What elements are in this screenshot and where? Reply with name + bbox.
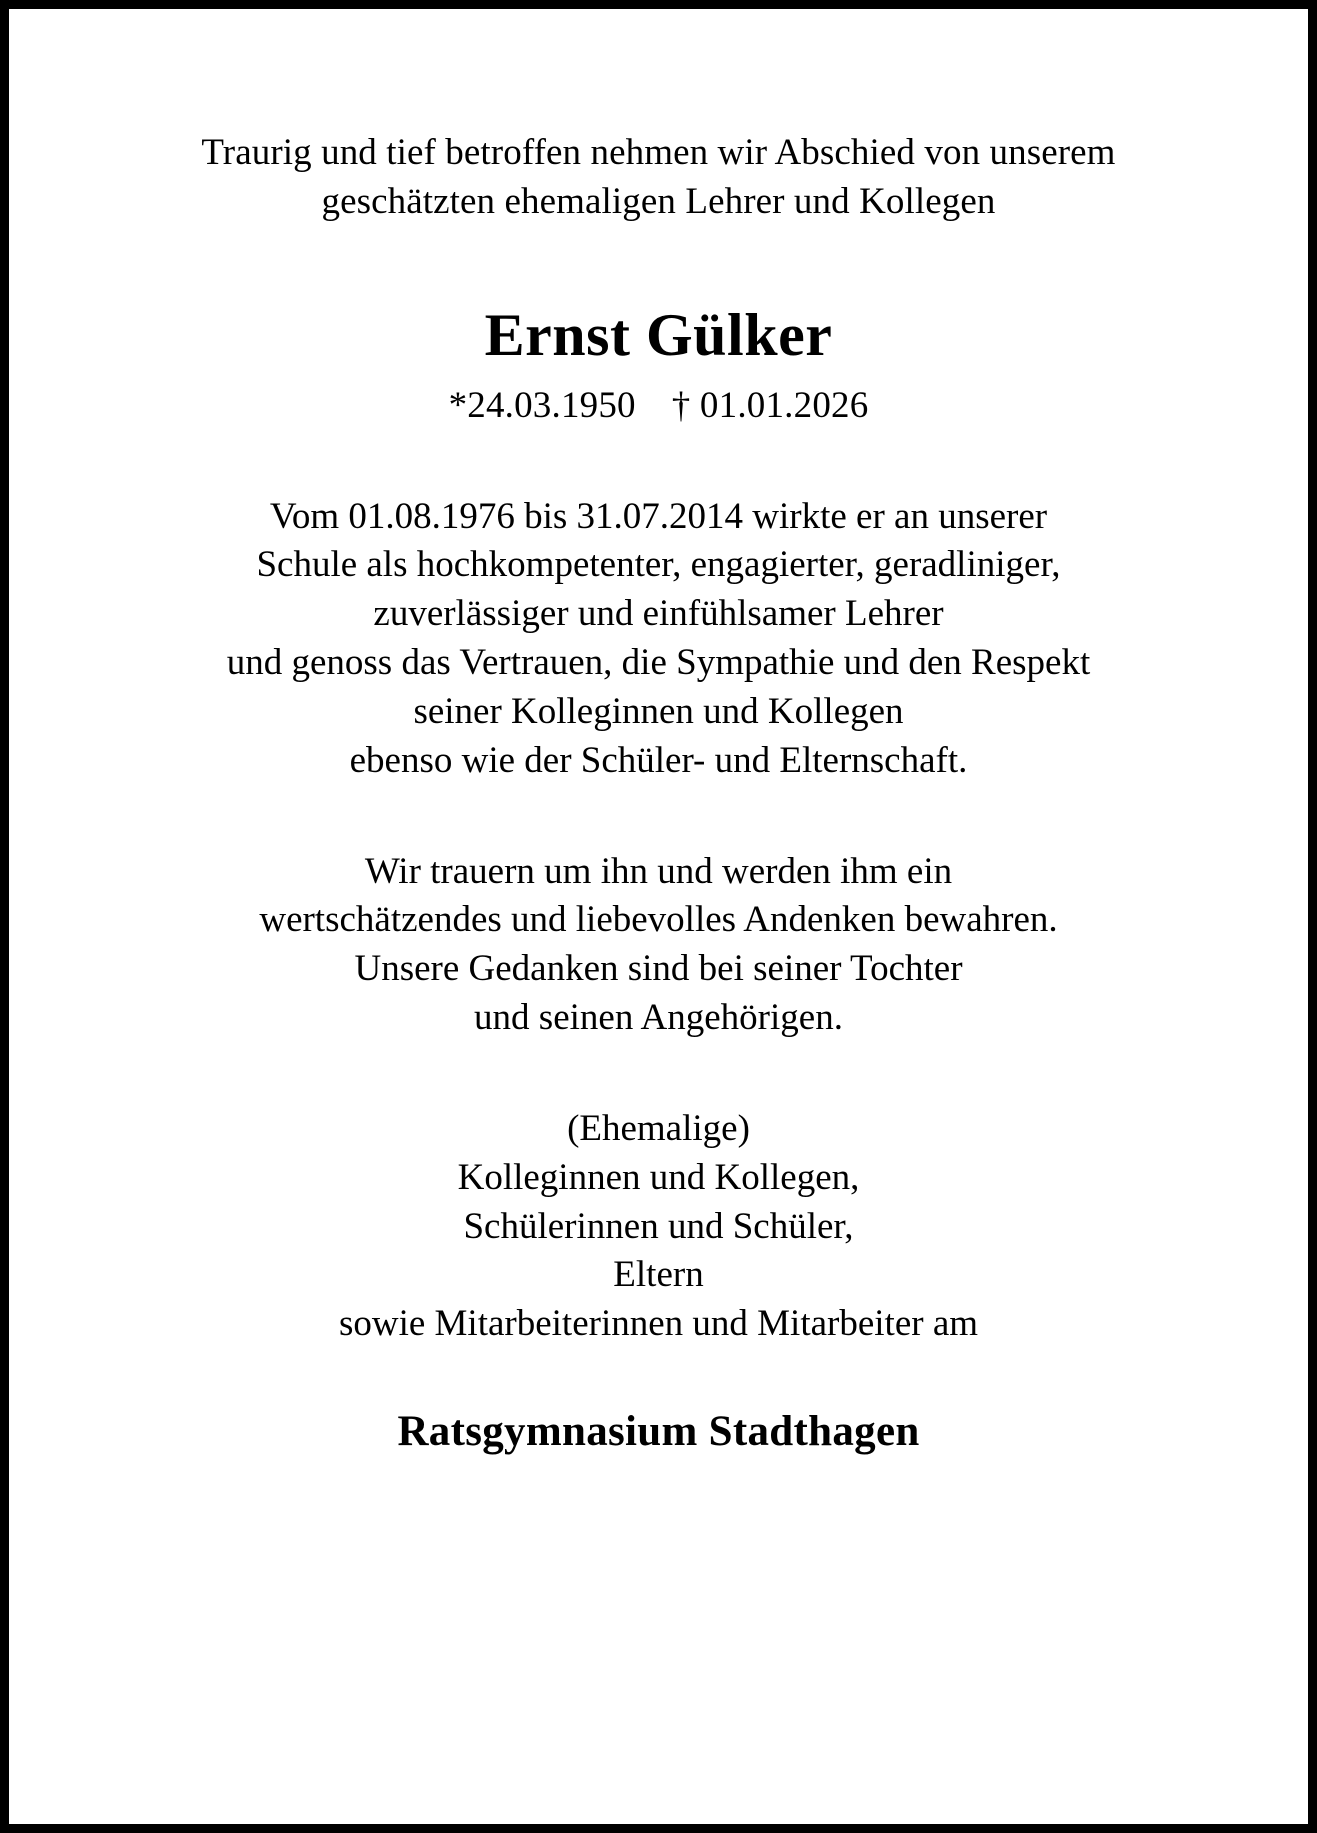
obituary-content [9,9,1308,1824]
death-date: † 01.01.2026 [671,384,869,426]
intro-text [119,129,1199,227]
school-name: Ratsgymnasium Stadthagen [397,1408,920,1456]
tribute-paragraph [69,493,1248,786]
tribute-line-6: ebenso wie der Schüler- und Elternschaft. [349,739,968,781]
signatory-line-2: Kolleginnen und Kollegen, [457,1156,860,1198]
signatories-paragraph [69,1105,1248,1349]
intro-line-2: geschätzten ehemaligen Lehrer und Kollegen [321,180,996,222]
tribute-line-3: zuverlässiger und einfühlsamer Lehrer [373,593,944,635]
tribute-line-2: Schule als hochkompetenter, engagierter, geradliniger, [256,544,1061,586]
mourning-line-2: wertschätzendes und liebevolles Andenken bewahren. [259,899,1058,941]
birth-date: *24.03.1950 [448,384,636,426]
mourning-line-3: Unsere Gedanken sind bei seiner Tochter [354,948,963,990]
life-dates [69,384,1248,427]
signatory-line-5: sowie Mitarbeiterinnen und Mitarbeiter am [338,1303,979,1345]
tribute-line-5: seiner Kolleginnen und Kollegen [413,690,904,732]
tribute-line-1: Vom 01.08.1976 bis 31.07.2014 wirkte er an unserer [269,495,1048,537]
tribute-line-4: und genoss das Vertrauen, die Sympathie und den Respekt [226,642,1091,684]
mourning-line-1: Wir trauern um ihn und werden ihm ein [364,850,953,892]
signatory-line-1: (Ehemalige) [567,1107,750,1149]
deceased-name: Ernst Gülker [484,301,833,368]
signatory-line-4: Eltern [613,1254,704,1296]
signatory-line-3: Schülerinnen und Schüler, [463,1205,854,1247]
intro-line-1: Traurig und tief betroffen nehmen wir Abschied von unserem [201,132,1116,173]
mourning-paragraph [69,848,1248,1043]
mourning-line-4: und seinen Angehörigen. [474,997,843,1039]
